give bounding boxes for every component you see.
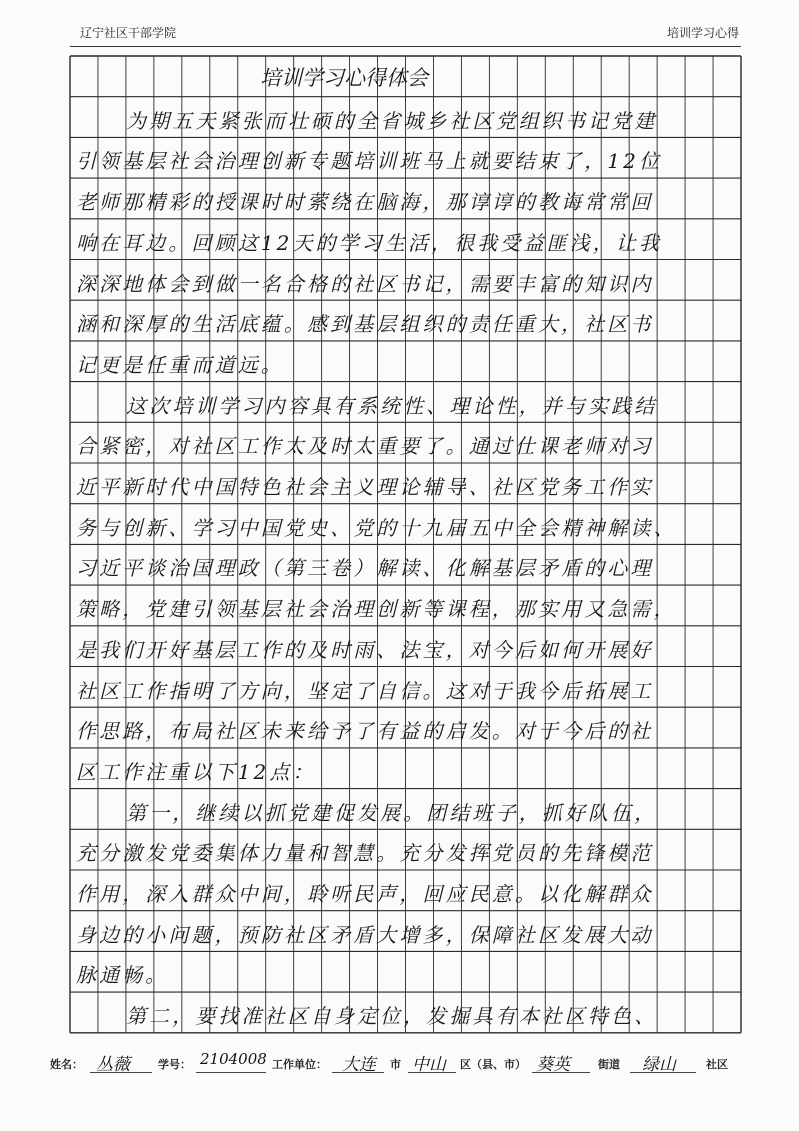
district-underline [408,1072,456,1073]
community-suffix: 社区 [706,1058,728,1071]
name-underline [90,1072,152,1073]
name-label: 姓名： [50,1058,83,1071]
essay-line: 这次培训学习内容具有系统性、理论性，并与实践结 [126,393,658,418]
street-value: 葵英 [536,1055,570,1075]
page-title: 培训学习心得体会 [260,66,428,90]
name-value: 丛薇 [96,1055,130,1075]
street-suffix: 街道 [598,1058,620,1071]
district-value: 中山 [412,1055,446,1075]
district-suffix: 区（县、市） [460,1058,526,1071]
essay-line: 充分激发党委集体力量和智慧。充分发挥党员的先锋模范 [76,841,654,866]
essay-line: 记更是任重而道远。 [76,352,284,377]
header-doc-type: 培训学习心得 [666,26,739,40]
essay-line: 引领基层社会治理创新专题培训班马上就要结束了，12位 [76,149,663,174]
city-underline [332,1072,384,1073]
community-underline [630,1072,696,1073]
unit-label: 工作单位： [272,1058,327,1071]
essay-line: 作思路，布局社区未来给予了有益的启发。对于今后的社 [76,719,654,744]
essay-line: 涵和深厚的生活底蕴。感到基层组织的责任重大，社区书 [76,312,654,337]
essay-line: 社区工作指明了方向，坚定了自信。这对于我今后拓展工 [76,678,654,703]
header-school-name: 辽宁社区干部学院 [80,26,177,40]
id-underline [196,1072,266,1073]
essay-line: 为期五天紧张而壮硕的全省城乡社区党组织书记党建 [126,108,658,133]
essay-line: 身边的小问题，预防社区矛盾大增多，保障社区发展大动 [76,922,654,947]
essay-line: 合紧密，对社区工作太及时太重要了。通过仕课老师对习 [76,434,654,459]
essay-line: 近平新时代中国特色社会主义理论辅导、社区党务工作实 [76,475,654,499]
essay-line: 策略，党建引领基层社会治理创新等课程，那实用又急需， [76,597,677,622]
essay-line: 第一，继续以抓党建促发展。团结班子，抓好队伍， [126,800,658,825]
essay-line: 习近平谈治国理政（第三卷）解读、化解基层矛盾的心理 [76,556,654,581]
essay-line: 响在耳边。回顾这12天的学习生活，很我受益匪浅，让我 [76,230,663,255]
essay-line: 脉通畅。 [76,963,169,988]
street-underline [532,1072,590,1073]
essay-line: 深深地体会到做一名合格的社区书记，需要丰富的知识内 [76,271,654,296]
city-value: 大连 [342,1055,376,1075]
id-label: 学号： [158,1058,191,1071]
essay-line: 是我们开好基层工作的及时雨、法宝，对今后如何开展好 [76,637,654,662]
id-value: 2104008 [200,1050,267,1068]
essay-line: 第二，要找准社区自身定位，发掘具有本社区特色、 [126,1004,658,1029]
city-suffix: 市 [390,1058,401,1071]
essay-line: 老师那精彩的授课时时萦绕在脑海，那谆谆的教诲常常回 [76,190,654,215]
footer-info [50,1052,759,1076]
essay-line: 作用，深入群众中间，聆听民声，回应民意。以化解群众 [76,882,654,906]
essay-line: 务与创新、学习中国党史、党的十九届五中全会精神解读、 [76,515,677,540]
community-value: 绿山 [642,1055,676,1075]
essay-line: 区工作注重以下12点： [76,759,316,784]
